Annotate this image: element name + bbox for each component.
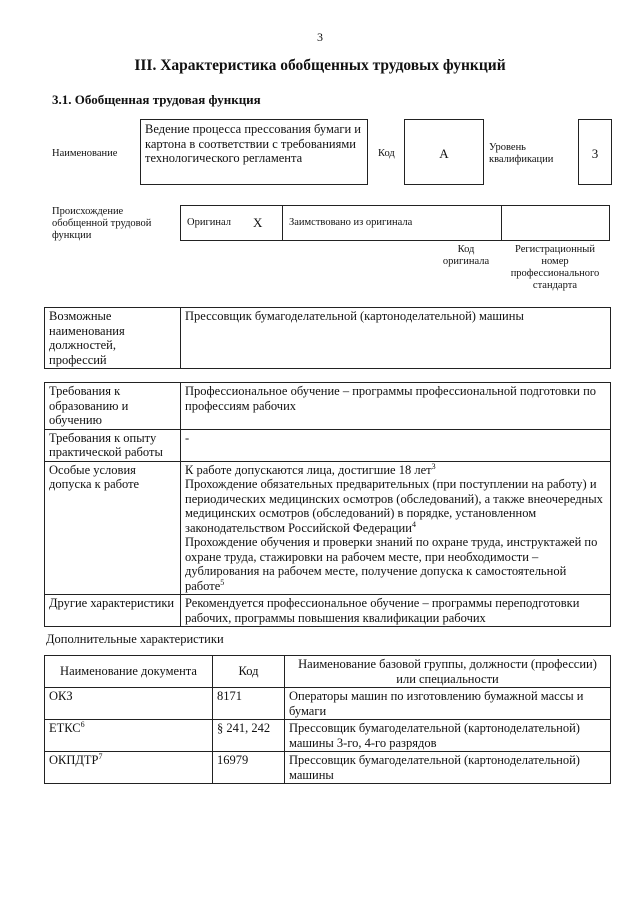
doc-cell: ОКПДТР$^7$ bbox=[45, 752, 213, 784]
origin-label: Происхождение обобщенной трудовой функции bbox=[52, 206, 152, 241]
req-value: Профессиональное обучение – программы профессиональной подготовки по профессиям рабочих bbox=[181, 383, 611, 430]
name-cell: Операторы машин по изготовлению бумажной массы и бумаги bbox=[285, 688, 611, 720]
level-box bbox=[578, 119, 612, 185]
positions-value: Прессовщик бумагоделательной (картоноделательной) машины bbox=[181, 308, 611, 369]
table-row bbox=[45, 308, 611, 369]
level-value: 3 bbox=[591, 146, 599, 161]
req-label: Другие характеристики bbox=[45, 595, 181, 627]
footnote-ref: 7 bbox=[98, 751, 103, 761]
table-row bbox=[45, 429, 611, 461]
header-doc: Наименование документа bbox=[45, 656, 213, 688]
name-cell: Прессовщик бумагоделательной (картоноделательной) машины bbox=[285, 752, 611, 784]
table-row bbox=[45, 383, 611, 430]
footnote-ref: 4 bbox=[411, 519, 416, 529]
header-code: Код bbox=[213, 656, 285, 688]
section-title: III. Характеристика обобщенных трудовых функций bbox=[134, 57, 506, 74]
req-line: К работе допускаются лица, достигшие 18 лет$^3$ bbox=[185, 461, 436, 477]
req-value bbox=[181, 461, 611, 595]
table-row bbox=[45, 595, 611, 627]
positions-table bbox=[44, 307, 611, 369]
page-number: 3 bbox=[317, 30, 323, 44]
req-line: Прохождение обучения и проверки знаний по охране труда, инструктажей по охране труда, стажировки на рабочем месте, при необходимости – дублирования на рабочем месте, получение допуска к самостоятельной работе$^5$ bbox=[185, 535, 598, 593]
header-name: Наименование базовой группы, должности (профессии) или специальности bbox=[285, 656, 611, 688]
footnote-ref: 6 bbox=[80, 719, 85, 729]
req-label: Требования к образованию и обучению bbox=[45, 383, 181, 430]
table-row bbox=[45, 752, 611, 784]
positions-label: Возможные наименования должностей, профессий bbox=[45, 308, 181, 369]
code-cell: 16979 bbox=[213, 752, 285, 784]
additional-table bbox=[44, 655, 611, 784]
req-label: Особые условия допуска к работе bbox=[45, 461, 181, 595]
code-original-label: Код оригинала bbox=[442, 244, 490, 267]
name-value: Ведение процесса прессования бумаги и картона в соответствии с требованиями технологического регламента bbox=[140, 119, 368, 185]
doc-cell: ОКЗ bbox=[45, 688, 213, 720]
req-line: Прохождение обязательных предварительных (при поступлении на работу) и периодических медицинских осмотров (обследований), а также внеочередных медицинских осмотров (обследований) в порядке, установленном законодательством Российской Федерации$^4$ bbox=[185, 477, 603, 535]
footnote-ref: 5 bbox=[220, 577, 225, 587]
additional-heading: Дополнительные характеристики bbox=[46, 632, 224, 646]
original-mark: Х bbox=[253, 215, 263, 230]
table-header-row bbox=[45, 656, 611, 688]
table-row bbox=[45, 688, 611, 720]
req-value: Рекомендуется профессиональное обучение – программы переподготовки рабочих, программы повышения квалификации рабочих bbox=[181, 595, 611, 627]
requirements-table bbox=[44, 382, 611, 627]
divider bbox=[501, 206, 502, 240]
reg-number-label: Регистрационный номер профессионального стандарта bbox=[510, 244, 600, 291]
req-value: - bbox=[181, 429, 611, 461]
origin-row bbox=[180, 205, 610, 241]
table-row bbox=[45, 461, 611, 595]
req-label: Требования к опыту практической работы bbox=[45, 429, 181, 461]
code-box bbox=[404, 119, 484, 185]
footnote-ref: 3 bbox=[431, 461, 436, 471]
code-value: А bbox=[439, 146, 449, 161]
borrowed-label: Заимствовано из оригинала bbox=[289, 217, 413, 228]
doc-cell: ЕТКС$^6$ bbox=[45, 720, 213, 752]
table-row bbox=[45, 720, 611, 752]
name-cell: Прессовщик бумагоделательной (картоноделательной) машины 3-го, 4-го разрядов bbox=[285, 720, 611, 752]
subsection-title: 3.1. Обобщенная трудовая функция bbox=[52, 92, 261, 107]
code-label: Код bbox=[378, 148, 395, 159]
code-cell: § 241, 242 bbox=[213, 720, 285, 752]
name-label: Наименование bbox=[52, 148, 118, 159]
code-cell: 8171 bbox=[213, 688, 285, 720]
original-label: Оригинал bbox=[187, 217, 231, 228]
level-label: Уровень квалификации bbox=[489, 142, 554, 165]
divider bbox=[282, 206, 283, 240]
